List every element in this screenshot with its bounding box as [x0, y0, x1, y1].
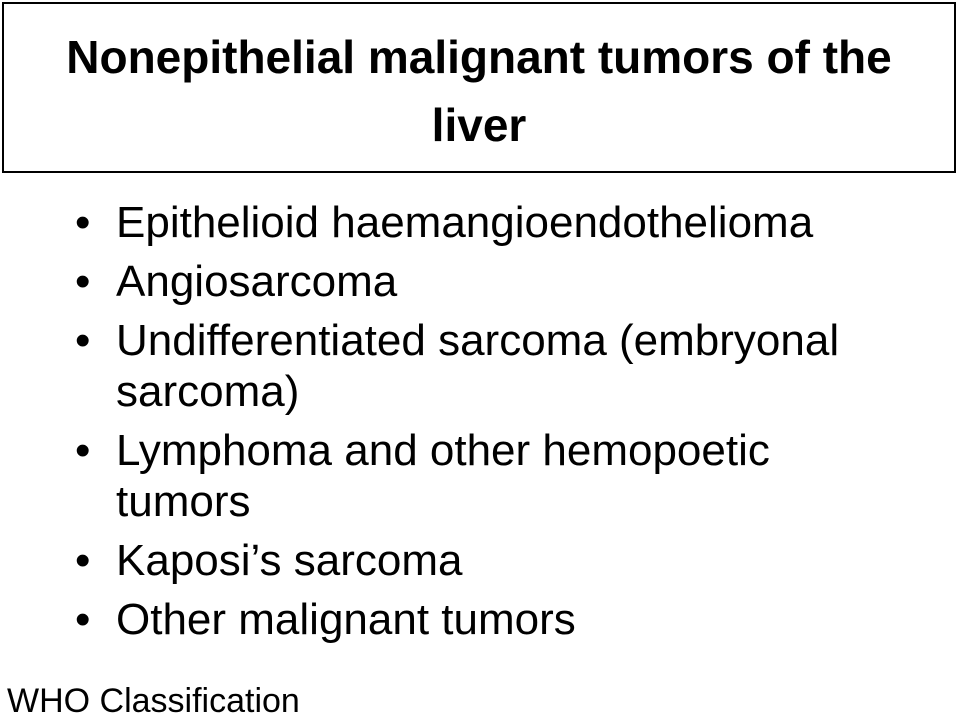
slide-title-line-1: Nonepithelial malignant tumors of the	[66, 31, 892, 83]
tumor-type-list	[0, 197, 960, 653]
list-item-other-malignant-tumors	[0, 594, 960, 645]
bullet-icon: •	[75, 595, 91, 644]
list-item-text: Angiosarcoma	[116, 257, 398, 306]
footer-source-label: WHO Classification	[7, 682, 300, 720]
list-item-text: Kaposi’s sarcoma	[116, 536, 463, 585]
bullet-icon: •	[75, 426, 91, 475]
list-item-text: Undifferentiated sarcoma (embryonal	[116, 316, 840, 365]
list-item-text: Epithelioid haemangioendothelioma	[116, 198, 814, 247]
list-item-kaposi-sarcoma	[0, 535, 960, 586]
bullet-icon: •	[75, 536, 91, 585]
slide-title	[4, 23, 954, 159]
bullet-icon: •	[75, 257, 91, 306]
list-item-text-continued: sarcoma)	[116, 367, 300, 416]
list-item-text-continued: tumors	[116, 477, 251, 526]
title-box	[2, 2, 956, 173]
list-item-text: Lymphoma and other hemopoetic	[116, 426, 770, 475]
bullet-icon: •	[75, 198, 91, 247]
bullet-icon: •	[75, 316, 91, 365]
list-item-angiosarcoma	[0, 256, 960, 307]
slide-title-line-2: liver	[431, 99, 527, 151]
list-item-lymphoma	[0, 425, 960, 527]
list-item-undifferentiated-sarcoma	[0, 315, 960, 417]
list-item-epithelioid-haemangioendothelioma	[0, 197, 960, 248]
list-item-text: Other malignant tumors	[116, 595, 576, 644]
